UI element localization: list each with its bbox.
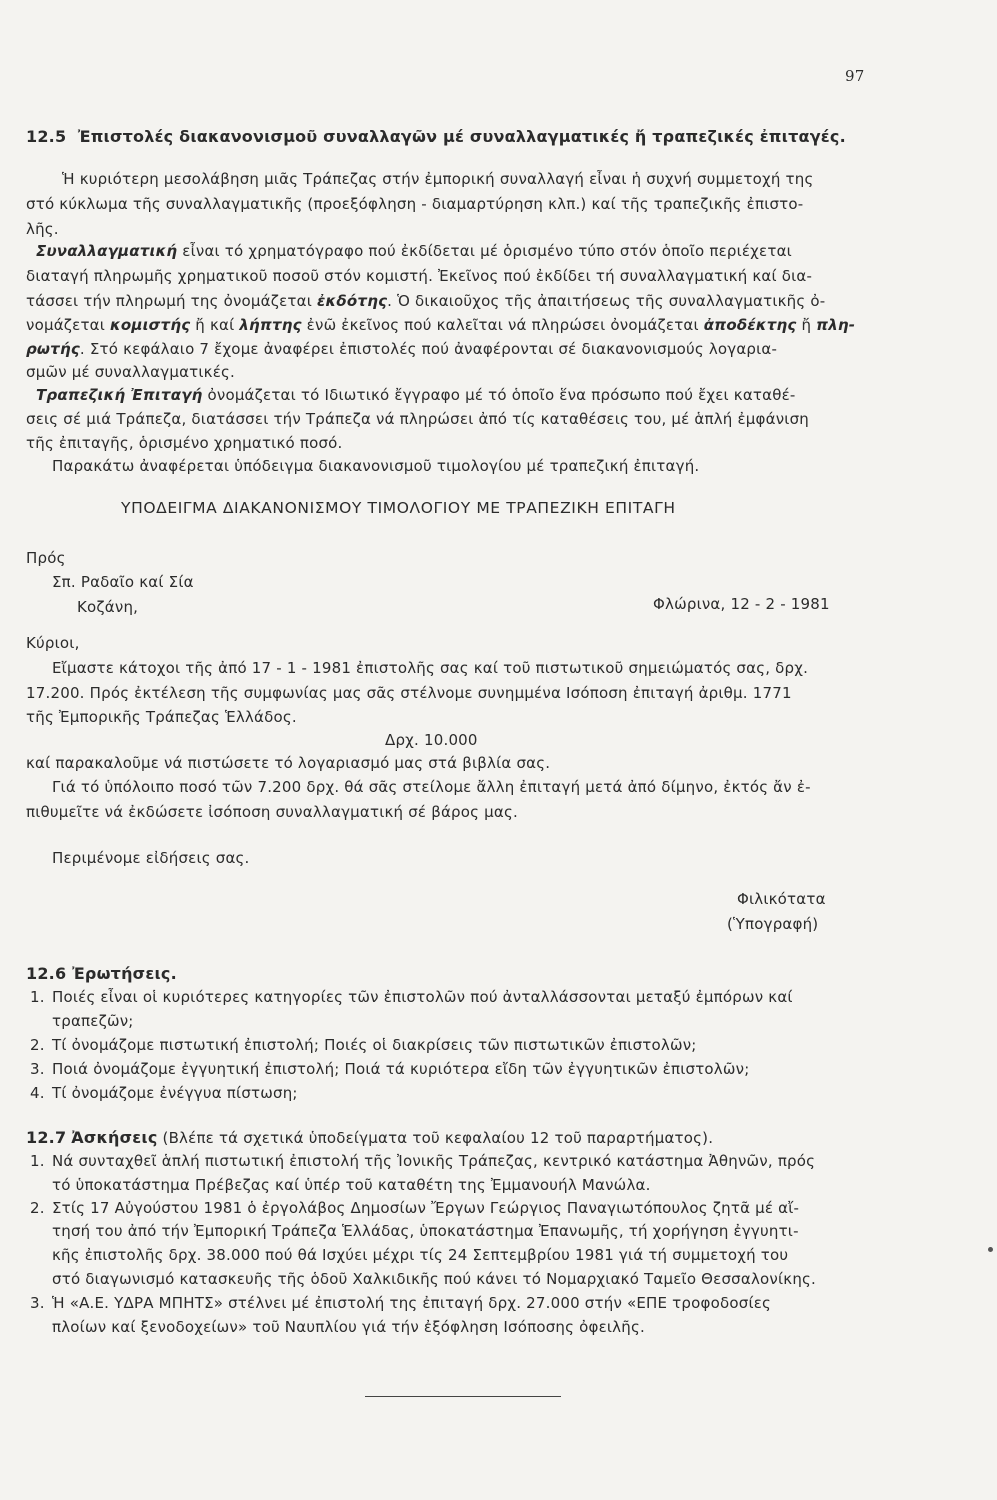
paragraph-line [26,292,825,310]
exercise-line: κῆς ἐπιστολῆς δρχ. 38.000 πού θά Ισχύει μέχρι τίς 24 Σεπτεμβρίου 1981 γιά τή συμμετοχή του [52,1246,789,1264]
letter-heading: ΥΠΟΔΕΙΓΜΑ ΔΙΑΚΑΝΟΝΙΣΜΟΥ ΤΙΜΟΛΟΓΙΟΥ ΜΕ ΤΡΑΠΕΖΙΚΗ ΕΠΙΤΑΓΗ [121,499,676,517]
exercise-line: στό διαγωνισμό κατασκευῆς τῆς ὁδοῦ Χαλκιδικῆς πού κάνει τό Νομαρχιακό Ταμεῖο Θεσσαλονίκης. [52,1270,817,1288]
to-label: Πρός [26,549,66,567]
section-12-6-heading [26,964,177,983]
question-number: 1. [30,988,45,1006]
section-title: Ἀσκήσεις [71,1128,158,1147]
term-synallagmatiki: Συναλλαγματική [36,242,178,260]
term-liptis: λήπτης [239,316,302,334]
exercise-number: 2. [30,1199,45,1217]
paragraph-line: διαταγή πληρωμῆς χρηματικοῦ ποσοῦ στόν κομιστή. Ἐκεῖνος πού ἐκδίδει τή συναλλαγματική καί δια- [26,267,813,285]
section-12-7-heading [26,1128,713,1147]
paragraph-line: τῆς ἐπιταγῆς, ὁρισμένο χρηματικό ποσό. [26,434,343,452]
text: ὀνομάζεται τό Ιδιωτικό ἔγγραφο μέ τό ὁποῖο ἕνα πρόσωπο πού ἔχει καταθέ- [202,386,796,404]
closing: Περιμένομε εἰδήσεις σας. [52,849,250,867]
letter-line: Εἴμαστε κάτοχοι τῆς ἀπό 17 - 1 - 1981 ἐπιστολῆς σας καί τοῦ πιστωτικοῦ σημειώματός σας, δρχ. [52,659,809,677]
text: εἶναι τό χρηματόγραφο πού ἐκδίδεται μέ ὁρισμένο τύπο στόν ὁποῖο περιέχεται [177,242,792,260]
exercise-number: 3. [30,1294,45,1312]
term-trapeziki-epitagi: Τραπεζική Ἐπιταγή [36,386,203,404]
letter-line: τῆς Ἐμπορικῆς Τράπεζας Ἑλλάδος. [26,708,297,726]
scan-speck [988,1247,993,1252]
exercise-line: πλοίων καί ξενοδοχείων» τοῦ Ναυπλίου γιά τήν ἐξόφληση Ισόποσης ὀφειλῆς. [52,1318,645,1336]
term-ekdotis: ἐκδότης [317,292,388,310]
section-title: Ἐρωτήσεις. [72,964,177,983]
amount: Δρχ. 10.000 [385,731,478,749]
term-plirotis: ρωτής [26,340,80,358]
exercise-line: Ἡ «Α.Ε. ΥΔΡΑ ΜΠΗΤΣ» στέλνει μέ ἐπιστολή της ἐπιταγή δρχ. 27.000 στήν «ΕΠΕ τροφοδοσίες [52,1294,772,1312]
term-apodektis: ἀποδέκτης [703,316,797,334]
addressee-city: Κοζάνη, [77,598,139,616]
text: . Ὁ δικαιοῦχος τῆς ἀπαιτήσεως τῆς συναλλαγματικῆς ὀ- [387,292,826,310]
addressee-name: Σπ. Ραδαῖο καί Σία [52,573,194,591]
section-number: 12.7 [26,1128,67,1147]
section-12-5-heading [26,127,846,146]
paragraph-line: λῆς. [26,220,59,238]
exercise-number: 1. [30,1152,45,1170]
place-date: Φλώρινα, 12 - 2 - 1981 [653,595,830,613]
exercise-line: Στίς 17 Αὐγούστου 1981 ὁ ἐργολάβος Δημοσίων Ἔργων Γεώργιος Παναγιωτόπουλος ζητᾶ μέ αἴ- [52,1199,800,1217]
paragraph-line [36,242,792,260]
paragraph-line: Ἡ κυριότερη μεσολάβηση μιᾶς Τράπεζας στήν ἐμπορική συναλλαγή εἶναι ἡ συχνή συμμετοχή της [62,170,814,188]
paragraph-line: σμῶν μέ συναλλαγματικές. [26,363,236,381]
paragraph-line: Παρακάτω ἀναφέρεται ὑπόδειγμα διακανονισμοῦ τιμολογίου μέ τραπεζική ἐπιταγή. [52,457,700,475]
question-line: Τί ὀνομάζομε ἐνέγγυα πίστωση; [52,1084,298,1102]
question-number: 3. [30,1060,45,1078]
section-title: Ἐπιστολές διακανονισμοῦ συναλλαγῶν μέ συναλλαγματικές ἤ τραπεζικές ἐπιταγές. [77,127,846,146]
section-number: 12.6 [26,964,67,983]
exercise-line: Νά συνταχθεῖ ἁπλή πιστωτική ἐπιστολή τῆς Ἰονικῆς Τράπεζας, κεντρικό κατάστημα Ἀθηνῶν, πρός [52,1152,816,1170]
letter-line: 17.200. Πρός ἐκτέλεση τῆς συμφωνίας μας σᾶς στέλνομε συνημμένα Ισόποση ἐπιταγή ἀριθμ. 1771 [26,684,792,702]
question-number: 2. [30,1036,45,1054]
regards: Φιλικότατα [737,890,826,908]
section-subtitle: (Βλέπε τά σχετικά ὑποδείγματα τοῦ κεφαλαίου 12 τοῦ παραρτήματος). [157,1129,714,1147]
letter-line: πιθυμεῖτε νά ἐκδώσετε ἰσόποση συναλλαγματική σέ βάρος μας. [26,803,518,821]
question-line: Ποιές εἶναι οἱ κυριότερες κατηγορίες τῶν ἐπιστολῶν πού ἀνταλλάσσονται μεταξύ ἐμπόρων καί [52,988,793,1006]
end-rule [365,1396,561,1397]
letter-line: καί παρακαλοῦμε νά πιστώσετε τό λογαριασμό μας στά βιβλία σας. [26,754,551,772]
term-komistis: κομιστής [110,316,191,334]
exercise-line: τησή του ἀπό τήν Ἐμπορική Τράπεζα Ἑλλάδας, ὑποκατάστημα Ἐπανωμῆς, τή χορήγηση ἐγγυητι- [52,1222,799,1240]
text: ἤ καί [190,316,240,334]
paragraph-line [26,316,855,334]
signature: (Ὑπογραφή) [727,915,819,933]
text: . Στό κεφάλαιο 7 ἔχομε ἀναφέρει ἐπιστολές πού ἀναφέρονται σέ διακανονισμούς λογαρια- [79,340,778,358]
question-line: Ποιά ὀνομάζομε ἐγγυητική ἐπιστολή; Ποιά τά κυριότερα εἴδη τῶν ἐγγυητικῶν ἐπιστολῶν; [52,1060,750,1078]
exercise-line: τό ὑποκατάστημα Πρέβεζας καί ὑπέρ τοῦ καταθέτη της Ἐμμανουήλ Μανώλα. [52,1176,651,1194]
page-number: 97 [845,67,865,85]
question-number: 4. [30,1084,45,1102]
paragraph-line: στό κύκλωμα τῆς συναλλαγματικῆς (προεξόφληση - διαμαρτύρηση κλπ.) καί τῆς τραπεζικῆς ἐπιστο- [26,195,804,213]
section-number: 12.5 [26,127,67,146]
text: νομάζεται [26,316,111,334]
question-line: τραπεζῶν; [52,1012,134,1030]
text: ἤ [796,316,817,334]
salutation: Κύριοι, [26,634,80,652]
paragraph-line [26,340,777,358]
term-pliro: πλη- [816,316,856,334]
text: τάσσει τήν πληρωμή της ὀνομάζεται [26,292,317,310]
paragraph-line [36,386,796,404]
question-line: Τί ὀνομάζομε πιστωτική ἐπιστολή; Ποιές οἱ διακρίσεις τῶν πιστωτικῶν ἐπιστολῶν; [52,1036,697,1054]
paragraph-line: σεις σέ μιά Τράπεζα, διατάσσει τήν Τράπεζα νά πληρώσει ἀπό τίς καταθέσεις του, μέ ἁπλή ἐμφάνιση [26,410,809,428]
letter-line: Γιά τό ὑπόλοιπο ποσό τῶν 7.200 δρχ. θά σᾶς στείλομε ἄλλη ἐπιταγή μετά ἀπό δίμηνο, ἐκτός ἄν ἐ- [52,778,811,796]
text: ἐνῶ ἐκεῖνος πού καλεῖται νά πληρώσει ὀνομάζεται [301,316,704,334]
